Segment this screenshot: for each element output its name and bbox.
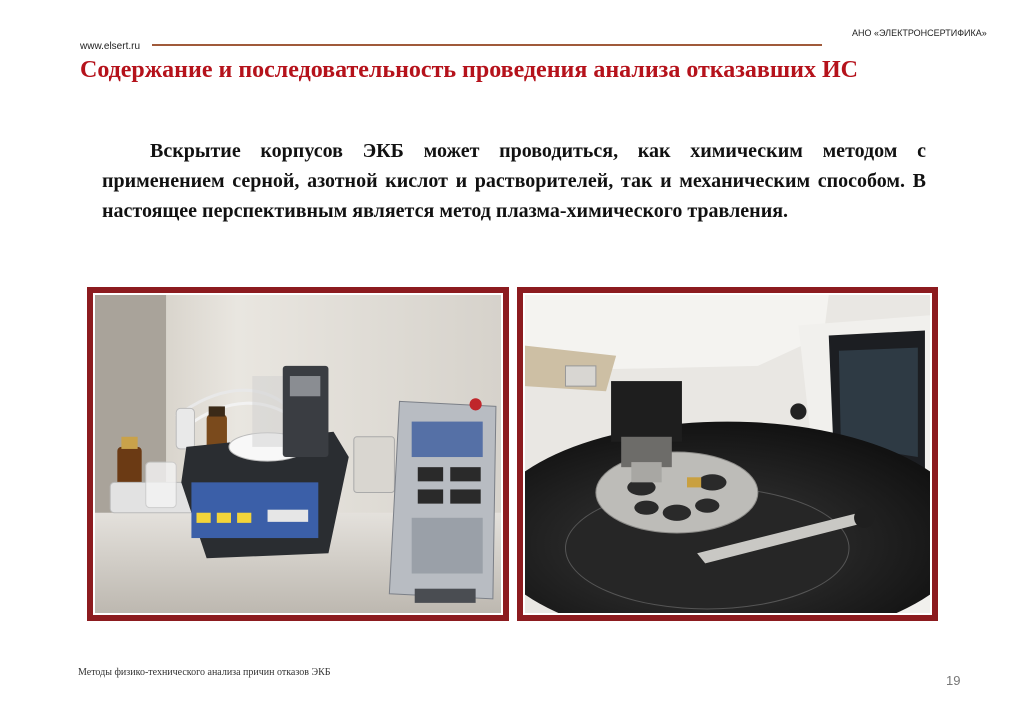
slide-title: Содержание и последовательность проведения анализа отказавших ИС xyxy=(80,57,858,83)
photo-frame-right xyxy=(517,287,938,621)
mechanical-grinding-machine-photo xyxy=(525,295,930,613)
slide-body-text: Вскрытие корпусов ЭКБ может проводиться, как химическим методом с применением серной, азотной кислот и растворителей, так и механическим способом. В настоящее перспективным является метод плазма-химического травления. xyxy=(102,140,926,222)
footer-caption: Методы физико-технического анализа причин отказов ЭКБ xyxy=(78,667,331,678)
header-divider xyxy=(152,44,822,46)
organization-name: АНО «ЭЛЕКТРОНСЕРТИФИКА» xyxy=(852,28,987,38)
website-link[interactable]: www.elsert.ru xyxy=(80,41,141,52)
photo-frame-left xyxy=(87,287,509,621)
page-number: 19 xyxy=(946,673,961,688)
lab-chemical-decapsulation-equipment-photo xyxy=(95,295,501,613)
